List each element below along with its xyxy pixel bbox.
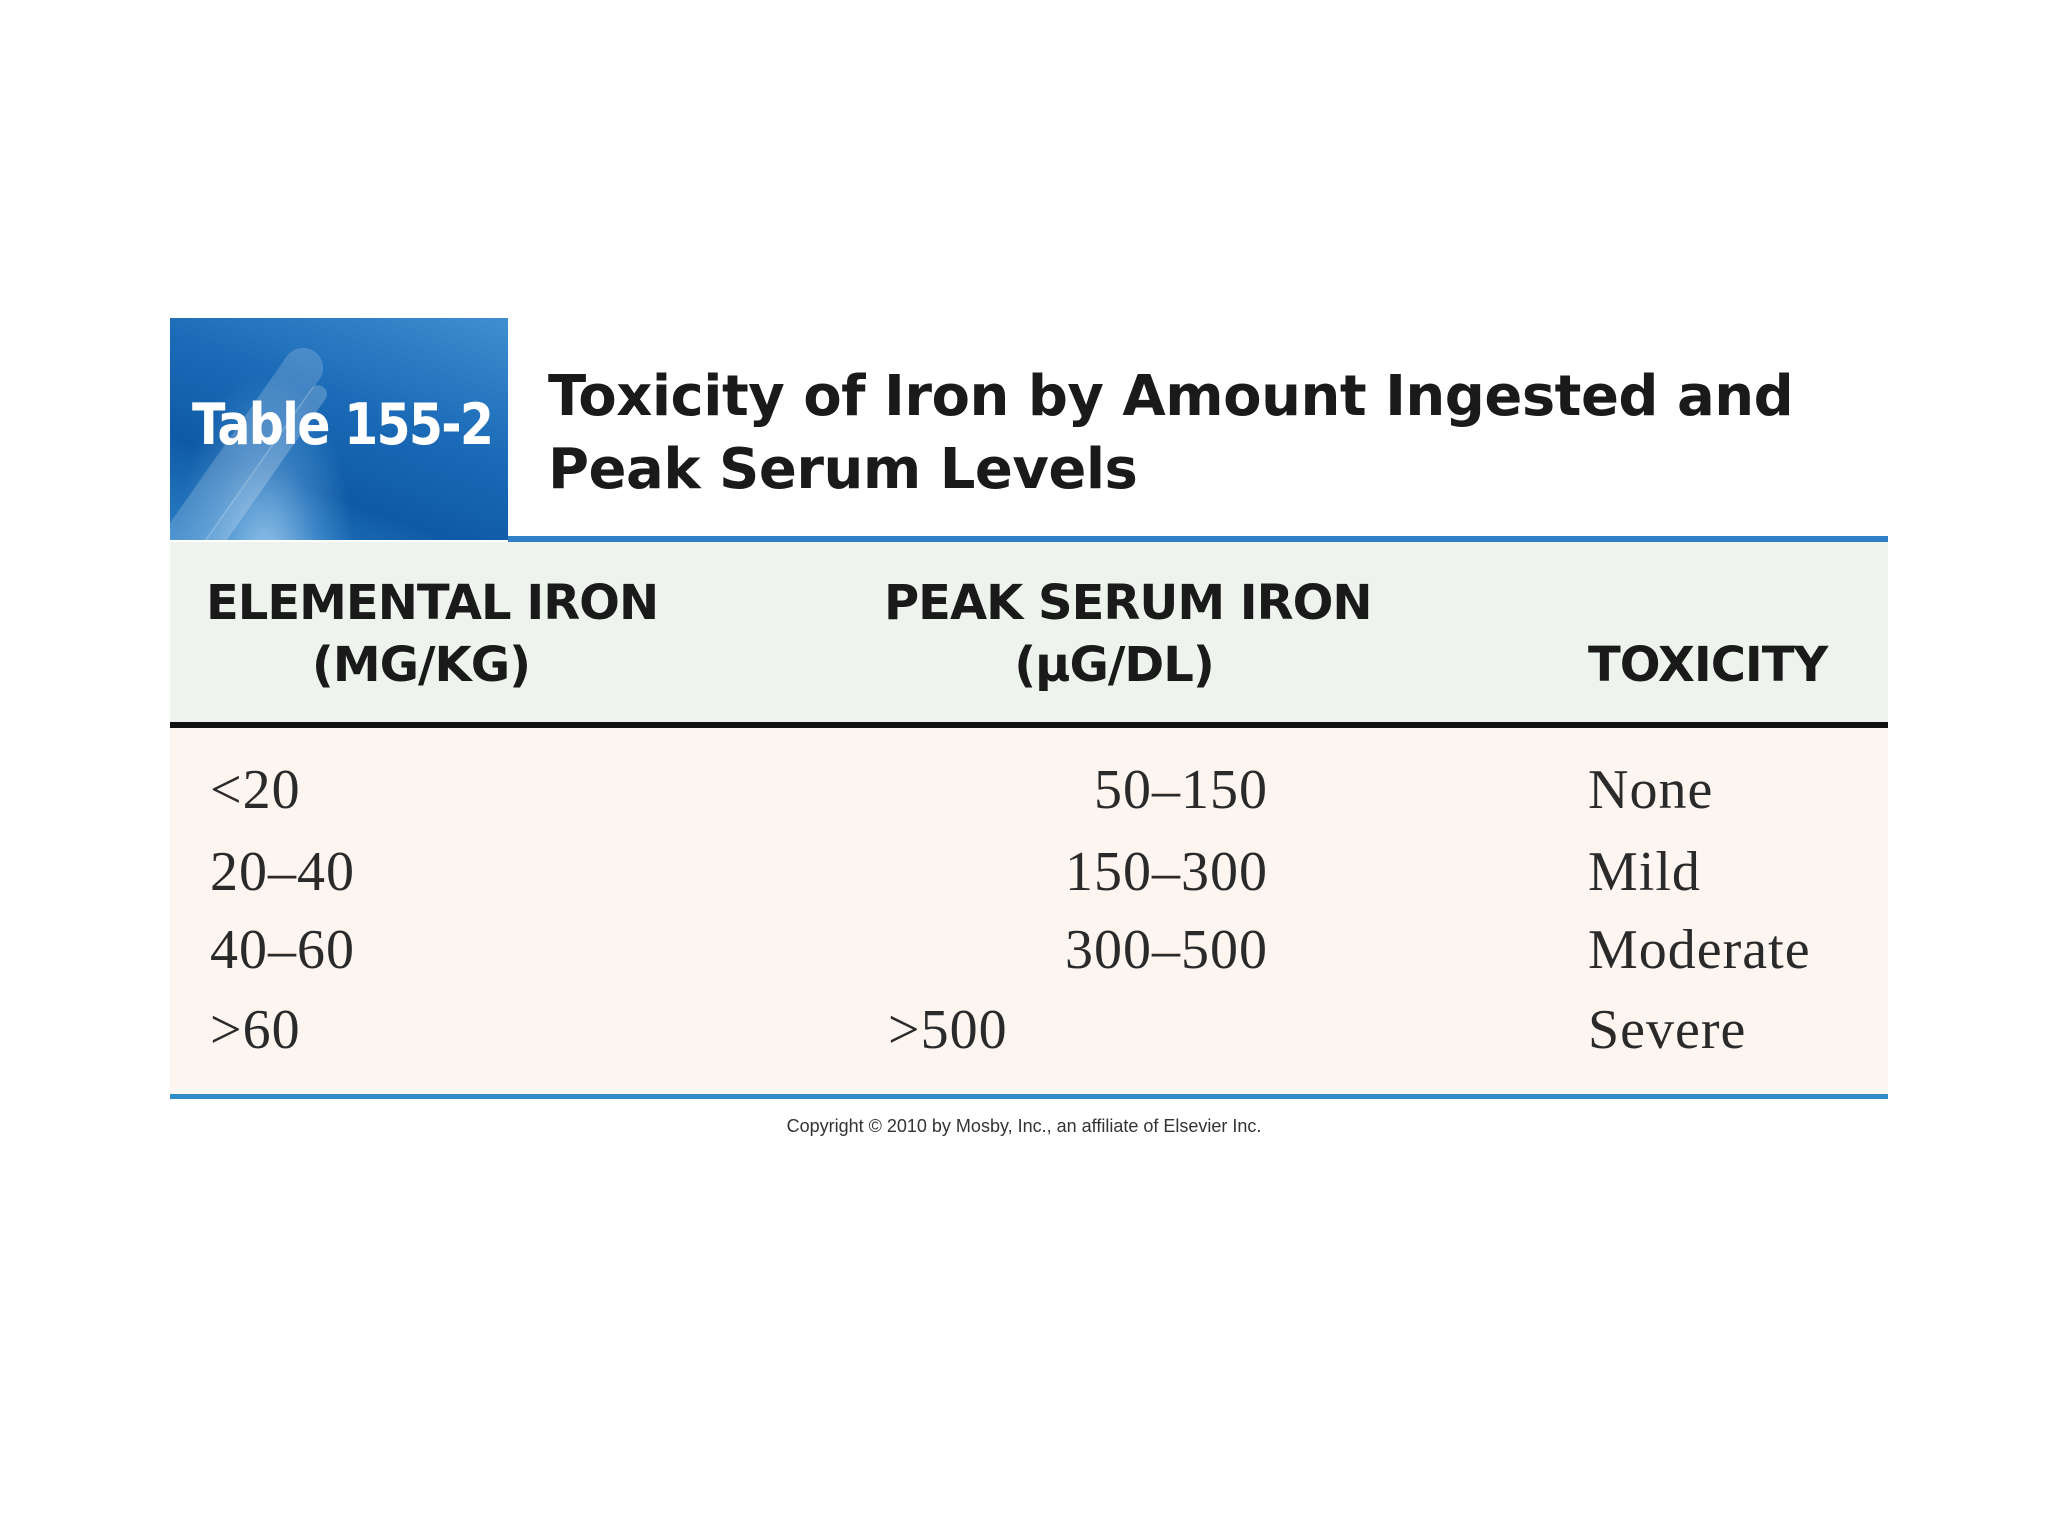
cell-toxicity: Severe (1588, 999, 1747, 1061)
column-header-unit: (μG/DL) (1014, 637, 1214, 693)
cell-elemental-iron: 40–60 (210, 919, 355, 981)
copyright-notice: Copyright © 2010 by Mosby, Inc., an affiliate of Elsevier Inc. (786, 1116, 1262, 1136)
column-header-line: TOXICITY (1588, 637, 1828, 693)
table-title (548, 360, 1868, 506)
table-row (170, 750, 1888, 830)
column-header-elemental-iron (206, 572, 659, 696)
table-title-line-1: Toxicity of Iron by Amount Ingested and (548, 364, 1794, 429)
table-header-row (170, 542, 1888, 728)
table-body (170, 728, 1888, 1099)
cell-peak-serum-iron: 50–150 (1094, 759, 1268, 821)
cell-elemental-iron: >60 (210, 999, 301, 1061)
table-row (170, 990, 1888, 1070)
column-header-line: ELEMENTAL IRON (206, 575, 659, 631)
column-header-line: PEAK SERUM IRON (884, 575, 1372, 631)
cell-toxicity: Mild (1588, 841, 1701, 903)
cell-peak-serum-iron: >500 (888, 999, 1008, 1061)
column-header-toxicity (1588, 634, 1858, 696)
table-number-badge (170, 318, 508, 540)
column-header-peak-serum-iron (884, 572, 1372, 696)
table-title-line-2: Peak Serum Levels (548, 437, 1138, 502)
table-row (170, 832, 1888, 912)
cell-toxicity: None (1588, 759, 1714, 821)
table-figure (170, 318, 1888, 1099)
cell-elemental-iron: 20–40 (210, 841, 355, 903)
table-row (170, 910, 1888, 990)
cell-elemental-iron: <20 (210, 759, 301, 821)
cell-toxicity: Moderate (1588, 919, 1811, 981)
cell-peak-serum-iron: 150–300 (1065, 841, 1268, 903)
table-number-label: Table 155-2 (192, 392, 493, 458)
table-title-row (170, 318, 1888, 540)
cell-peak-serum-iron: 300–500 (1065, 919, 1268, 981)
column-header-unit: (MG/KG) (311, 637, 531, 693)
